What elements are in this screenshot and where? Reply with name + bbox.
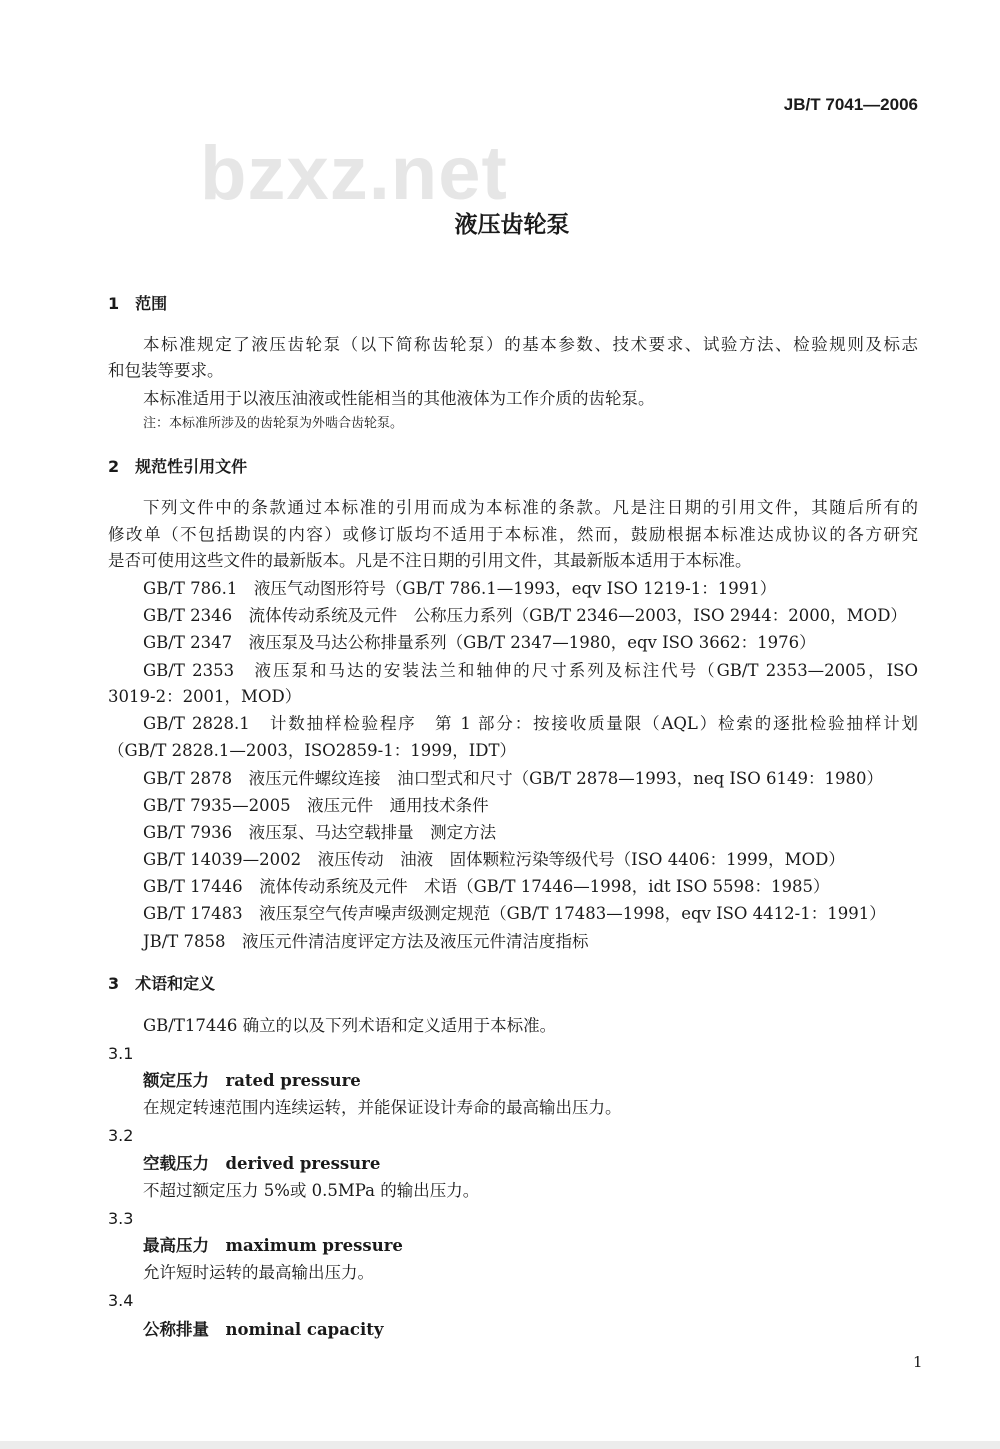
reference-item: GB/T 17483 液压泵空气传声噪声级测定规范（GB/T 17483—1998，eqv ISO 4412-1：1991）	[143, 904, 886, 923]
reference-item: GB/T 17446 流体传动系统及元件 术语（GB/T 17446—1998，idt ISO 5598：1985）	[143, 877, 830, 896]
term-definition: 不超过额定压力 5%或 0.5MPa 的输出压力。	[143, 1181, 480, 1200]
reference-item: JB/T 7858 液压元件清洁度评定方法及液压元件清洁度指标	[143, 932, 589, 951]
reference-item: 3019-2：2001，MOD）	[108, 687, 302, 706]
paragraph: 本标准适用于以液压油液或性能相当的其他液体为工作介质的齿轮泵。	[143, 389, 655, 408]
reference-item: GB/T 2346 流体传动系统及元件 公称压力系列（GB/T 2346—2003，ISO 2944：2000，MOD）	[143, 606, 907, 625]
reference-item: GB/T 7935—2005 液压元件 通用技术条件	[143, 796, 489, 815]
note: 注：本标准所涉及的齿轮泵为外啮合齿轮泵。	[143, 416, 404, 431]
term-number: 3.3	[108, 1209, 134, 1228]
watermark: bzxz.net	[200, 131, 508, 216]
term-number: 3.4	[108, 1291, 134, 1310]
reference-item: （GB/T 2828.1—2003，ISO2859-1：1999，IDT）	[108, 741, 516, 760]
reference-item: GB/T 2878 液压元件螺纹连接 油口型式和尺寸（GB/T 2878—1993，neq ISO 6149：1980）	[143, 769, 883, 788]
page-bottom-edge	[0, 1441, 1000, 1449]
reference-item: GB/T 2347 液压泵及马达公称排量系列（GB/T 2347—1980，eqv ISO 3662：1976）	[143, 633, 816, 652]
term-number: 3.2	[108, 1126, 134, 1145]
section-1-heading: 1 范围	[108, 294, 168, 313]
paragraph: 修改单（不包括勘误的内容）或修订版均不适用于本标准，然而，鼓励根据本标准达成协议的各方研究	[108, 525, 918, 544]
reference-item: GB/T 7936 液压泵、马达空载排量 测定方法	[143, 823, 497, 842]
term-title: 空载压力 derived pressure	[143, 1154, 381, 1173]
section-3-heading: 3 术语和定义	[108, 974, 216, 993]
paragraph: 和包装等要求。	[108, 361, 224, 380]
page-number: 1	[913, 1353, 923, 1371]
reference-item: GB/T 2353 液压泵和马达的安装法兰和轴伸的尺寸系列及标注代号（GB/T 2353—2005，ISO	[143, 661, 918, 680]
reference-item: GB/T 14039—2002 液压传动 油液 固体颗粒污染等级代号（ISO 4406：1999，MOD）	[143, 850, 845, 869]
paragraph: 本标准规定了液压齿轮泵（以下简称齿轮泵）的基本参数、技术要求、试验方法、检验规则及标志	[143, 335, 918, 354]
document-title: 液压齿轮泵	[454, 212, 570, 238]
term-definition: 在规定转速范围内连续运转，并能保证设计寿命的最高输出压力。	[143, 1098, 622, 1117]
reference-item: GB/T 786.1 液压气动图形符号（GB/T 786.1—1993，eqv ISO 1219-1：1991）	[143, 579, 777, 598]
paragraph: 是否可使用这些文件的最新版本。凡是不注日期的引用文件，其最新版本适用于本标准。	[108, 551, 752, 570]
paragraph: 下列文件中的条款通过本标准的引用而成为本标准的条款。凡是注日期的引用文件，其随后所有的	[143, 498, 918, 517]
reference-item: GB/T 2828.1 计数抽样检验程序 第 1 部分：按接收质量限（AQL）检索的逐批检验抽样计划	[143, 714, 918, 733]
term-definition: 允许短时运转的最高输出压力。	[143, 1263, 374, 1282]
standard-number: JB/T 7041—2006	[783, 95, 918, 114]
section-2-heading: 2 规范性引用文件	[108, 457, 248, 476]
paragraph: GB/T17446 确立的以及下列术语和定义适用于本标准。	[143, 1016, 557, 1035]
term-title: 额定压力 rated pressure	[143, 1071, 361, 1090]
term-title: 最高压力 maximum pressure	[143, 1236, 403, 1255]
term-number: 3.1	[108, 1044, 134, 1063]
term-title: 公称排量 nominal capacity	[143, 1320, 384, 1339]
